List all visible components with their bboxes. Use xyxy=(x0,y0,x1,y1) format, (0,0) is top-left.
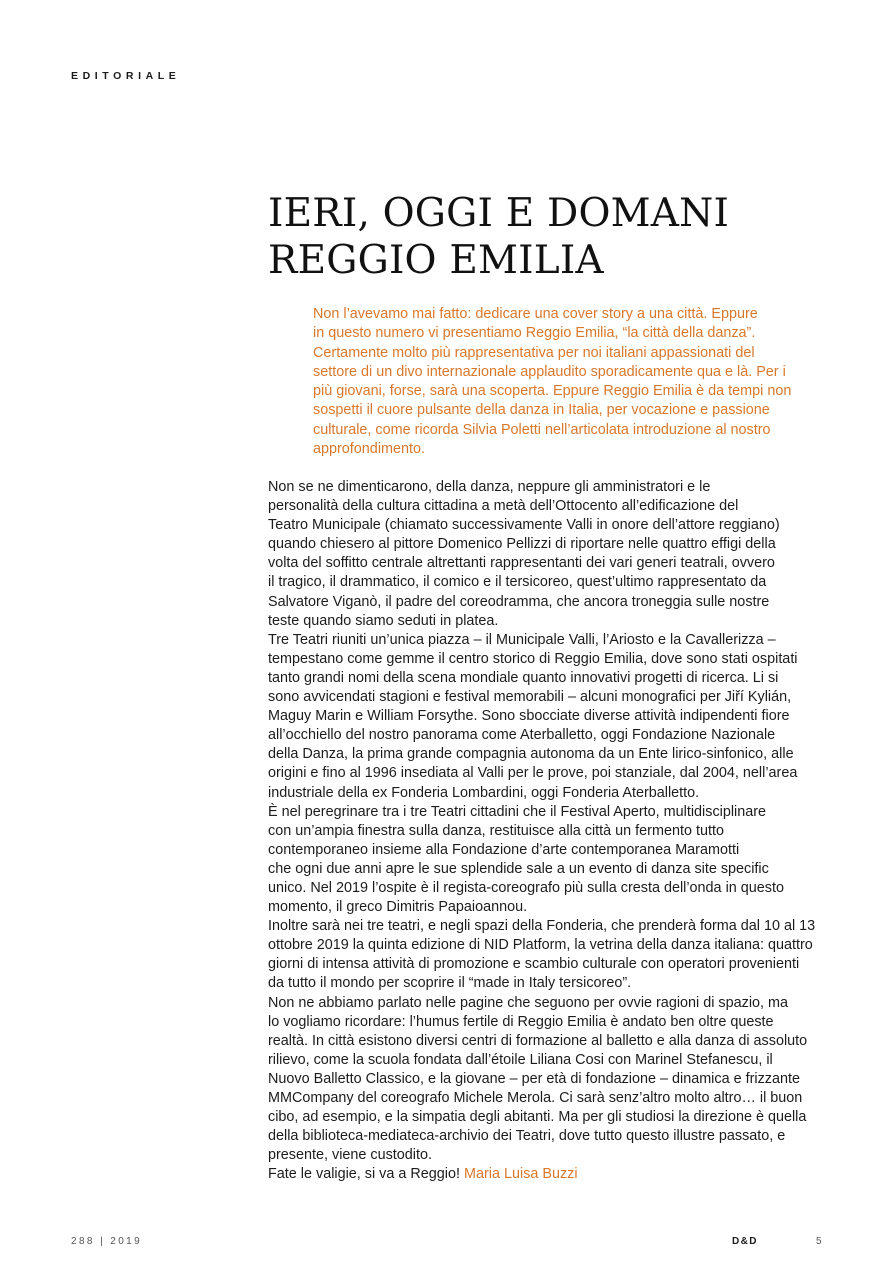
body-line: cibo, ad esempio, e la simpatia degli abitanti. Ma per gli studiosi la direzione è quella xyxy=(268,1109,807,1126)
issue-number: 288 | 2019 xyxy=(71,1236,143,1247)
lede-line: approfondimento. xyxy=(313,441,426,458)
body-line: il tragico, il drammatico, il comico e il tersicoreo, quest’ultimo rappresentato da xyxy=(268,574,767,591)
body-line: della Danza, la prima grande compagnia autonoma da un Ente lirico-sinfonico, alle xyxy=(268,746,794,763)
article-body xyxy=(268,478,828,1184)
body-line: quando chiesero al pittore Domenico Pellizzi di riportare nelle quattro effigi della xyxy=(268,536,776,553)
body-line: sono avvicendati stagioni e festival memorabili – alcuni monografici per Jiří Kylián, xyxy=(268,689,792,706)
lede-line: Non l’avevamo mai fatto: dedicare una cover story a una città. Eppure xyxy=(313,306,758,322)
section-label: EDITORIALE xyxy=(71,70,181,82)
lede-line: Certamente molto più rappresentativa per noi italiani appassionati del xyxy=(313,344,755,361)
body-line: lo vogliamo ricordare: l’humus fertile di Reggio Emilia è andato ben oltre queste xyxy=(268,1013,774,1030)
body-line: momento, il greco Dimitris Papaioannou. xyxy=(268,899,528,916)
closing-line xyxy=(268,1165,828,1184)
body-line: Non se ne dimenticarono, della danza, neppure gli amministratori e le xyxy=(268,479,711,495)
body-line: teste quando siamo seduti in platea. xyxy=(268,612,499,629)
lede-line: in questo numero vi presentiamo Reggio Emilia, “la città della danza”. xyxy=(313,325,756,342)
body-line: È nel peregrinare tra i tre Teatri cittadini che il Festival Aperto, multidisciplinare xyxy=(268,803,767,820)
body-line: Non ne abbiamo parlato nelle pagine che seguono per ovvie ragioni di spazio, ma xyxy=(268,994,789,1011)
body-line: rilievo, come la scuola fondata dall’étoile Liliana Cosi con Marinel Stefanescu, il xyxy=(268,1051,773,1068)
body-line: della biblioteca-mediateca-archivio dei Teatri, dove tutto questo illustre passato, e xyxy=(268,1128,786,1145)
title-line-2: REGGIO EMILIA xyxy=(268,238,604,283)
title-line-1: IERI, OGGI E DOMANI xyxy=(268,191,730,236)
body-line: giorni di intensa attività di promozione e scambio culturale con operatori provenienti xyxy=(268,956,800,973)
body-line: Salvatore Viganò, il padre del coreodramma, che ancora troneggia sulle nostre xyxy=(268,593,770,610)
body-line: origini e fino al 1996 insediata al Valli per le prove, poi stanziale, dal 2004, nell’area xyxy=(268,765,798,782)
body-line: MMCompany del coreografo Michele Merola. Ci sarà senz’altro molto altro… il buon xyxy=(268,1090,803,1106)
body-line: contemporaneo insieme alla Fondazione d’arte contemporanea Maramotti xyxy=(268,841,740,858)
body-line: personalità della cultura cittadina a metà dell’Ottocento all’edificazione del xyxy=(268,498,739,515)
body-line: Maguy Marin e William Forsythe. Sono sbocciate diverse attività indipendenti fiore xyxy=(268,708,790,725)
author-name: Maria Luisa Buzzi xyxy=(463,1166,578,1183)
body-line: Nuovo Balletto Classico, e la giovane – per età di fondazione – dinamica e frizzante xyxy=(268,1070,800,1087)
body-line: industriale della ex Fonderia Lombardini, oggi Fonderia Aterballetto. xyxy=(268,784,700,801)
body-line: presente, viene custodito. xyxy=(268,1147,432,1164)
page-number: 5 xyxy=(816,1236,822,1247)
body-line: Inoltre sarà nei tre teatri, e negli spazi della Fonderia, che prenderà forma dal 10 al 13 xyxy=(268,918,816,935)
lede-line: più giovani, forse, sarà una scoperta. Eppure Reggio Emilia è da tempi non xyxy=(313,383,792,400)
body-line: da tutto il mondo per scoprire il “made in Italy tersicoreo”. xyxy=(268,975,632,992)
lede-line: settore di un divo internazionale applaudito sporadicamente qua e là. Per i xyxy=(313,363,786,380)
article-title xyxy=(268,190,828,284)
body-line: all’occhiello del nostro panorama come Aterballetto, oggi Fondazione Nazionale xyxy=(268,727,776,744)
lede-line: sospetti il cuore pulsante della danza in Italia, per vocazione e passione xyxy=(313,402,770,419)
body-line: unico. Nel 2019 l’ospite è il regista-coreografo più sulla cresta dell’onda in questo xyxy=(268,879,784,896)
body-line: ottobre 2019 la quinta edizione di NID Platform, la vetrina della danza italiana: quattro xyxy=(268,937,813,954)
body-line: volta del soffitto centrale altrettanti rappresentanti dei vari generi teatrali, ovvero xyxy=(268,555,775,572)
magazine-logo: D&D xyxy=(732,1236,758,1247)
body-line: Teatro Municipale (chiamato successivamente Valli in onore dell’attore reggiano) xyxy=(268,517,780,534)
closing-text: Fate le valigie, si va a Reggio! xyxy=(268,1166,464,1183)
body-line: con un’ampia finestra sulla danza, restituisce alla città un fermento tutto xyxy=(268,822,724,839)
body-line: tempestano come gemme il centro storico di Reggio Emilia, dove sono stati ospitati xyxy=(268,650,798,667)
lede-paragraph xyxy=(313,305,813,459)
lede-line: culturale, come ricorda Silvia Poletti nell’articolata introduzione al nostro xyxy=(313,421,771,438)
body-line: tanto grandi nomi della scena mondiale quanto innovativi progetti di ricerca. Li si xyxy=(268,669,779,686)
body-line: realtà. In città esistono diversi centri di formazione al balletto e alla danza di assoluto xyxy=(268,1032,808,1049)
body-line: che ogni due anni apre le sue splendide sale a un evento di danza site specific xyxy=(268,860,769,877)
body-line: Tre Teatri riuniti un’unica piazza – il Municipale Valli, l’Ariosto e la Cavallerizza – xyxy=(268,631,776,648)
